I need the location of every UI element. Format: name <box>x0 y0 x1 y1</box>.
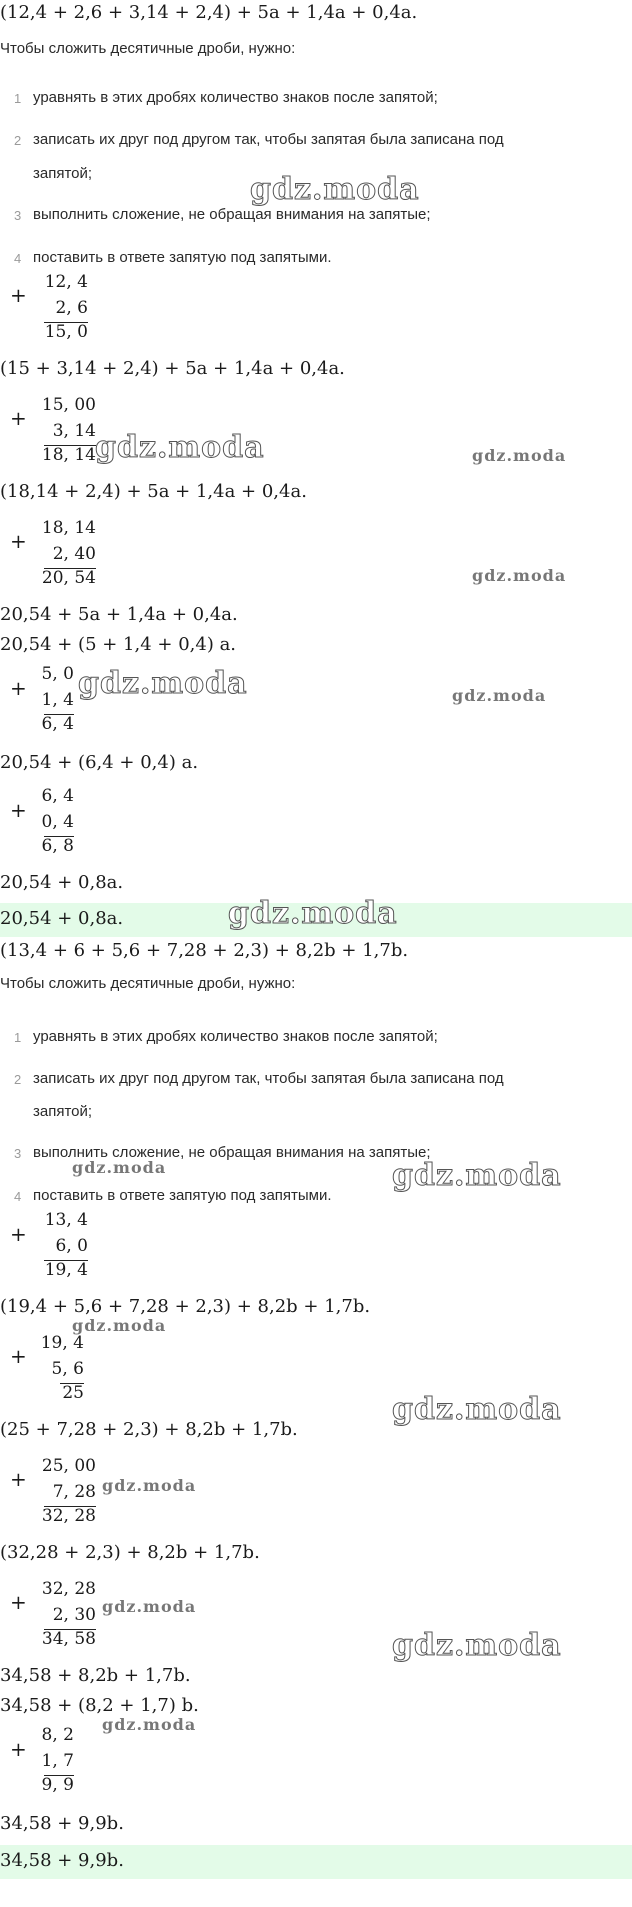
addend-bottom: 1, 7 <box>41 1751 74 1771</box>
watermark: gdz.moda <box>78 666 248 701</box>
rule-number: 2 <box>14 1072 22 1087</box>
rule-text: уравнять в этих дробях количество знаков после запятой; <box>33 1028 438 1045</box>
plus-sign: + <box>10 676 27 700</box>
plus-sign: + <box>10 1590 27 1614</box>
step-expression: 34,58 + (8,2 + 1,7) b. <box>0 1695 199 1716</box>
answer-a: 20,54 + 0,8a. <box>0 908 124 929</box>
addend-bottom: 3, 14 <box>52 421 96 441</box>
sum-result: 34, 58 <box>41 1629 96 1649</box>
step-expression: 34,58 + 9,9b. <box>0 1813 124 1834</box>
step-expression: 20,54 + (5 + 1,4 + 0,4) a. <box>0 634 237 655</box>
watermark: gdz.moda <box>392 1628 562 1663</box>
rule-number: 1 <box>14 1030 22 1045</box>
watermark: gdz.moda <box>452 686 547 705</box>
step-expression: (25 + 7,28 + 2,3) + 8,2b + 1,7b. <box>0 1419 298 1440</box>
watermark: gdz.moda <box>392 1158 562 1193</box>
sum-result: 15, 0 <box>44 322 88 342</box>
watermark: gdz.moda <box>472 566 567 585</box>
addend-top: 15, 00 <box>41 395 96 415</box>
sum-result: 19, 4 <box>44 1260 88 1280</box>
rule-text: выполнить сложение, не обращая внимания на запятые; <box>33 206 431 223</box>
plus-sign: + <box>10 1737 27 1761</box>
watermark: gdz.moda <box>95 430 265 465</box>
addend-top: 18, 14 <box>41 518 96 538</box>
sum-result: 25 <box>62 1383 84 1403</box>
rule-text-continued: запятой; <box>33 165 93 182</box>
addend-bottom: 1, 4 <box>41 690 74 710</box>
addend-top: 12, 4 <box>44 272 88 292</box>
addend-top: 25, 00 <box>41 1456 96 1476</box>
watermark: gdz.moda <box>472 446 567 465</box>
rule-text: записать их друг под другом так, чтобы запятая была записана под <box>33 131 504 148</box>
rule-text: уравнять в этих дробях количество знаков после запятой; <box>33 89 438 106</box>
rule-text: поставить в ответе запятую под запятыми. <box>33 1187 332 1204</box>
plus-sign: + <box>10 1467 27 1491</box>
plus-sign: + <box>10 1222 27 1246</box>
rule-number: 3 <box>14 1146 22 1161</box>
rule-text: выполнить сложение, не обращая внимания на запятые; <box>33 1144 431 1161</box>
rule-number: 4 <box>14 1189 22 1204</box>
watermark: gdz.moda <box>102 1476 197 1495</box>
rule-text-continued: запятой; <box>33 1103 93 1120</box>
step-expression: 20,54 + 5a + 1,4a + 0,4a. <box>0 604 238 625</box>
addend-bottom: 7, 28 <box>52 1482 96 1502</box>
sum-result: 18, 14 <box>41 445 96 465</box>
addend-bottom: 2, 6 <box>55 298 88 318</box>
watermark: gdz.moda <box>250 172 420 207</box>
sum-result: 6, 4 <box>41 714 74 734</box>
step-expression: 20,54 + (6,4 + 0,4) a. <box>0 752 199 773</box>
intro-text-a: Чтобы сложить десятичные дроби, нужно: <box>0 40 296 57</box>
sum-result: 6, 8 <box>41 836 74 856</box>
plus-sign: + <box>10 798 27 822</box>
watermark: gdz.moda <box>392 1392 562 1427</box>
step-expression: (15 + 3,14 + 2,4) + 5a + 1,4a + 0,4a. <box>0 358 345 379</box>
sum-result: 32, 28 <box>41 1506 96 1526</box>
expression-a: (12,4 + 2,6 + 3,14 + 2,4) + 5a + 1,4a + 0,4a. <box>0 2 418 23</box>
addend-top: 13, 4 <box>44 1210 88 1230</box>
step-expression: (19,4 + 5,6 + 7,28 + 2,3) + 8,2b + 1,7b. <box>0 1296 371 1317</box>
intro-text-b: Чтобы сложить десятичные дроби, нужно: <box>0 975 296 992</box>
expression-b: (13,4 + 6 + 5,6 + 7,28 + 2,3) + 8,2b + 1,7b. <box>0 940 409 961</box>
addend-top: 6, 4 <box>41 786 74 806</box>
rule-text: записать их друг под другом так, чтобы запятая была записана под <box>33 1070 504 1087</box>
plus-sign: + <box>10 283 27 307</box>
step-expression: (32,28 + 2,3) + 8,2b + 1,7b. <box>0 1542 260 1563</box>
addend-top: 32, 28 <box>41 1579 96 1599</box>
addend-top: 5, 0 <box>41 664 74 684</box>
step-expression: 34,58 + 8,2b + 1,7b. <box>0 1665 191 1686</box>
answer-b: 34,58 + 9,9b. <box>0 1850 124 1871</box>
sum-result: 20, 54 <box>41 568 96 588</box>
plus-sign: + <box>10 406 27 430</box>
step-expression: (18,14 + 2,4) + 5a + 1,4a + 0,4a. <box>0 481 307 502</box>
watermark: gdz.moda <box>72 1316 167 1335</box>
addend-bottom: 2, 40 <box>52 544 96 564</box>
addend-bottom: 6, 0 <box>55 1236 88 1256</box>
watermark: gdz.moda <box>102 1597 197 1616</box>
addend-top: 8, 2 <box>41 1725 74 1745</box>
rule-number: 1 <box>14 91 22 106</box>
step-expression: 20,54 + 0,8a. <box>0 872 124 893</box>
addend-bottom: 2, 30 <box>52 1605 96 1625</box>
addend-top: 19, 4 <box>40 1333 84 1353</box>
rule-number: 2 <box>14 133 22 148</box>
watermark: gdz.moda <box>102 1715 197 1734</box>
plus-sign: + <box>10 1344 27 1368</box>
addend-bottom: 0, 4 <box>41 812 74 832</box>
plus-sign: + <box>10 529 27 553</box>
watermark: gdz.moda <box>72 1158 167 1177</box>
rule-number: 3 <box>14 208 22 223</box>
rule-number: 4 <box>14 251 22 266</box>
watermark: gdz.moda <box>228 896 398 931</box>
addend-bottom: 5, 6 <box>51 1359 84 1379</box>
rule-text: поставить в ответе запятую под запятыми. <box>33 249 332 266</box>
sum-result: 9, 9 <box>41 1775 74 1795</box>
